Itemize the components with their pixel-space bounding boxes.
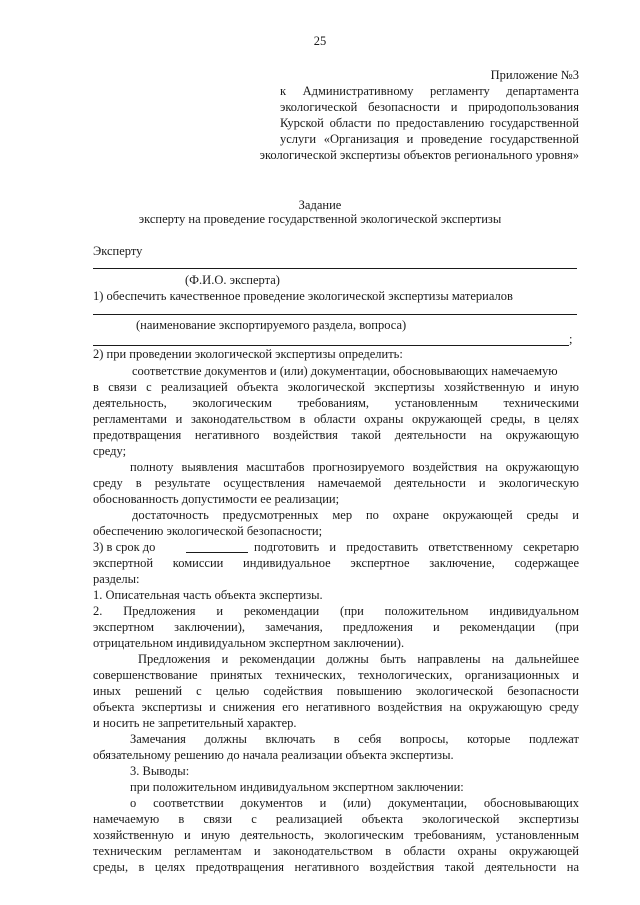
paragraph-line: обеспечению экологической безопасности; xyxy=(93,524,323,538)
fio-caption: (Ф.И.О. эксперта) xyxy=(185,273,280,287)
paragraph-line: предотвращения негативного воздействия такой деятельности на окружающую xyxy=(93,428,579,442)
item-3-prefix: 3) в срок до xyxy=(93,540,156,554)
item-3-text: подготовить и предоставить ответственному секретарю xyxy=(254,540,579,554)
section-line: экспертном заключении), замечания, предложения и рекомендации (при xyxy=(93,620,579,634)
paragraph-line: хозяйственную и иную деятельность, экологическим требованиям, установленным xyxy=(93,828,579,842)
item-2: 2) при проведении экологической экспертизы определить: xyxy=(93,347,403,361)
paragraph-line: о соответствии документов и (или) документации, обосновывающих xyxy=(130,796,579,810)
fill-line xyxy=(93,345,569,346)
section-caption: (наименование экспортируемого раздела, вопроса) xyxy=(136,318,407,332)
paragraph-line: полноту выявления масштабов прогнозируемого воздействия на окружающую xyxy=(130,460,579,474)
fill-line xyxy=(93,314,577,315)
paragraph-line: Замечания должны включать в себя вопросы, которые подлежат xyxy=(130,732,579,746)
appendix-line: Курской области по предоставлению государственной xyxy=(280,116,579,130)
paragraph-line: среды, в целях предотвращения негативного воздействия такой деятельности на xyxy=(93,860,579,874)
document-title: Задание xyxy=(298,198,342,212)
item-1: 1) обеспечить качественное проведение экологической экспертизы материалов xyxy=(93,289,513,303)
page-number: 25 xyxy=(313,34,327,48)
paragraph-line: обязательному решению до начала реализации объекта экспертизы. xyxy=(93,748,454,762)
paragraph-line: деятельность, экологическим требованиям, установленным техническими xyxy=(93,396,579,410)
paragraph-line: среду в результате осуществления намечаемой деятельности и экологическую xyxy=(93,476,579,490)
paragraph-line: соответствие документов и (или) документации, обосновывающих намечаемую xyxy=(132,364,558,378)
item-3-text: разделы: xyxy=(93,572,140,586)
conclusions-intro: при положительном индивидуальном экспертном заключении: xyxy=(130,780,464,794)
item-3-text: экспертной комиссии индивидуальное экспертное заключение, содержащее xyxy=(93,556,579,570)
paragraph-line: совершенствование принятых технических, технологических, организационных и xyxy=(93,668,579,682)
appendix-line: к Административному регламенту департамента xyxy=(280,84,579,98)
expert-label: Эксперту xyxy=(93,244,143,258)
paragraph-line: достаточность предусмотренных мер по охране окружающей среды и xyxy=(132,508,579,522)
section-line: 1. Описательная часть объекта экспертизы. xyxy=(93,588,323,602)
paragraph-line: регламентами и законодательством в области охраны окружающей среды, в целях xyxy=(93,412,579,426)
paragraph-line: обоснованность допустимости ее реализации; xyxy=(93,492,340,506)
appendix-line: услуги «Организация и проведение государственной xyxy=(280,132,579,146)
paragraph-line: в связи с реализацией объекта экологической экспертизы хозяйственную и иную xyxy=(93,380,579,394)
paragraph-line: и носить не запретительный характер. xyxy=(93,716,297,730)
paragraph-line: намечаемую в связи с реализацией объекта экологической экспертизы xyxy=(93,812,579,826)
section-line: отрицательном индивидуальном экспертном заключении). xyxy=(93,636,405,650)
date-fill-line xyxy=(186,552,248,553)
appendix-title: Приложение №3 xyxy=(490,68,579,82)
document-subtitle: эксперту на проведение государственной экологической экспертизы xyxy=(138,212,502,226)
section-line: 2. Предложения и рекомендации (при положительном индивидуальном xyxy=(93,604,579,618)
appendix-line: экологической экспертизы объектов регионального уровня» xyxy=(259,148,579,162)
conclusions-title: 3. Выводы: xyxy=(130,764,190,778)
paragraph-line: техническим регламентам и законодательством в области охраны окружающей xyxy=(93,844,579,858)
paragraph-line: среду; xyxy=(93,444,127,458)
paragraph-line: Предложения и рекомендации должны быть направлены на дальнейшее xyxy=(138,652,579,666)
paragraph-line: объекта экспертизы и снижения его негативного воздействия на окружающую среду xyxy=(93,700,579,714)
fill-line xyxy=(93,268,577,269)
appendix-line: экологической безопасности и природопользования xyxy=(280,100,579,114)
semicolon: ; xyxy=(569,332,573,346)
paragraph-line: иных решений с целью содействия повышению экологической безопасности xyxy=(93,684,579,698)
